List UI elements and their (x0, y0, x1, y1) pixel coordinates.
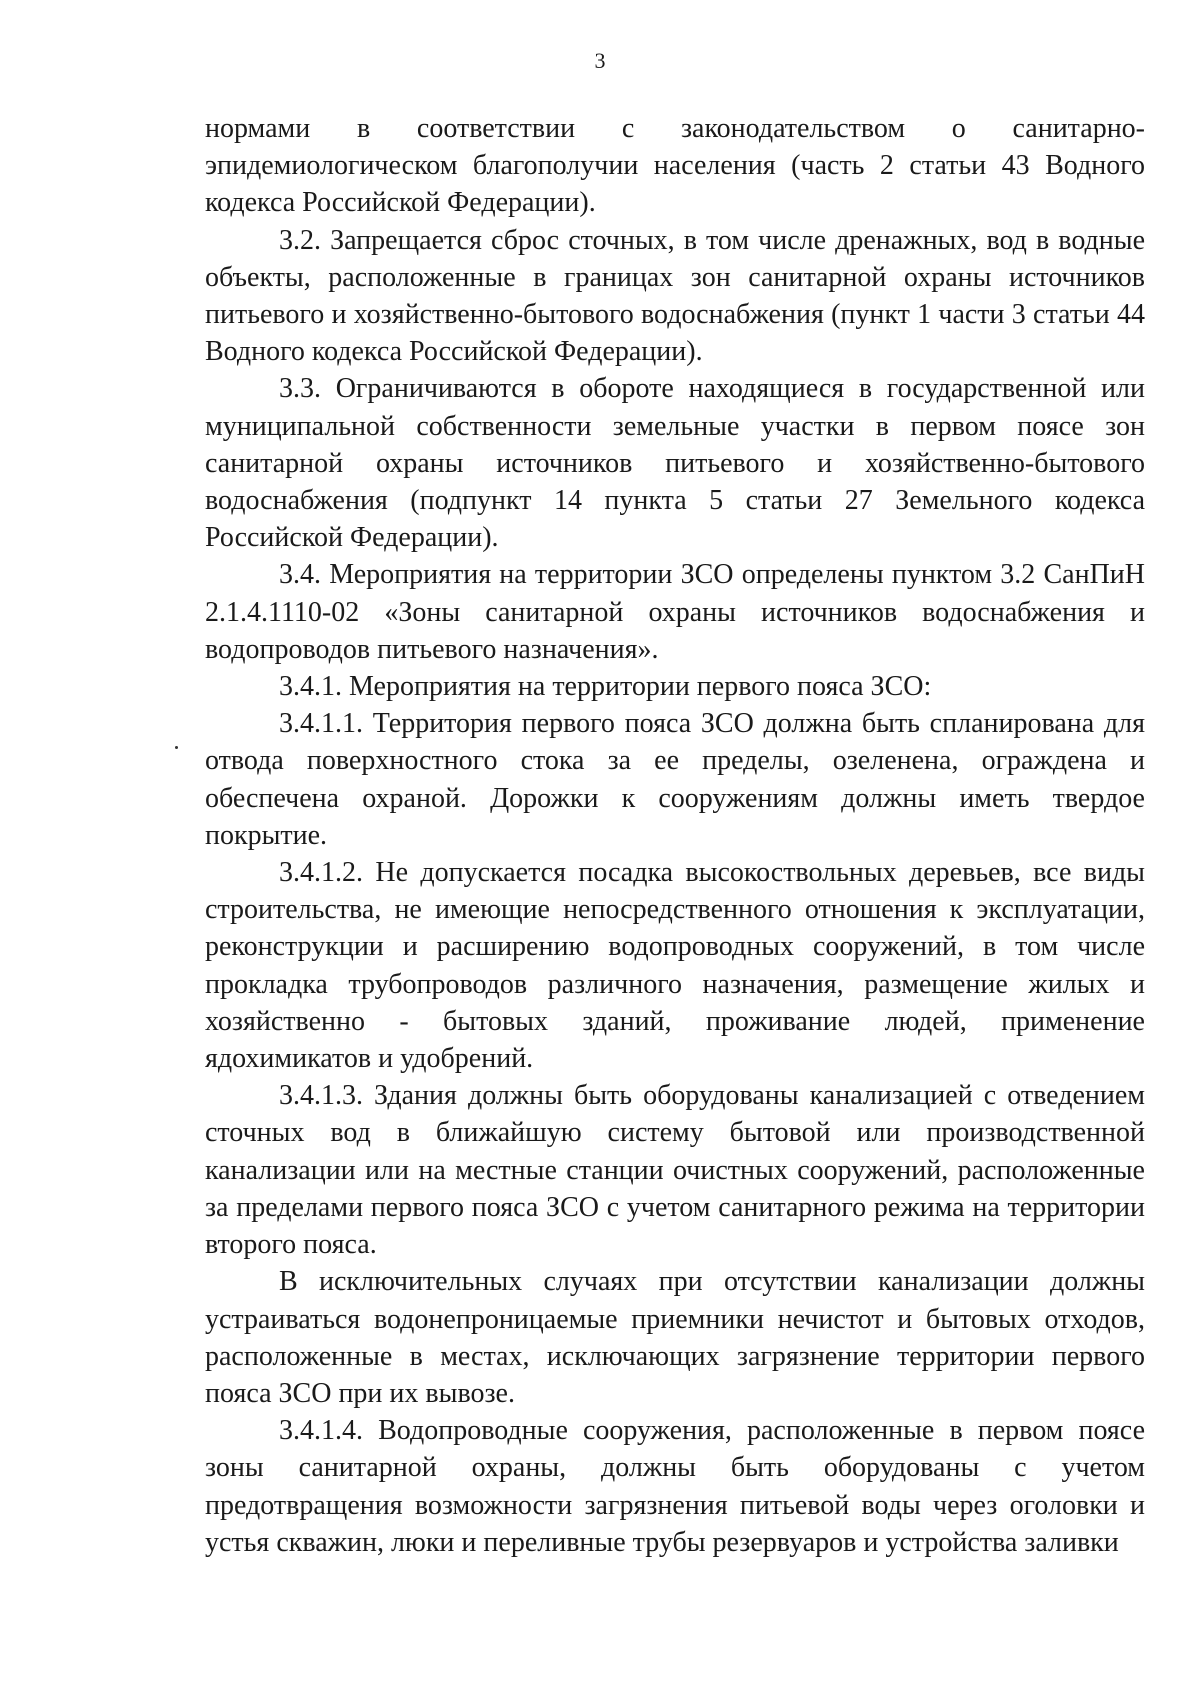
paragraph-3-3: 3.3. Ограничиваются в обороте находящиеся в государственной или муниципальной собственности земельные участки в первом поясе зон санитарной охраны источников питьевого и хозяйственно-бытового водоснабжения (подпункт 14 пункта 5 статьи 27 Земельного кодекса Российской Федерации). (205, 373, 1145, 554)
scan-speck (175, 746, 178, 749)
paragraph-3-4-1-3: 3.4.1.3. Здания должны быть оборудованы канализацией с отведением сточных вод в ближайшую систему бытовой или производственной канализации или на местные станции очистных сооружений, расположенные за пределами первого пояса ЗСО с учетом санитарного режима на территории второго пояса. (205, 1080, 1145, 1261)
paragraph-3-4-1-2: 3.4.1.2. Не допускается посадка высокоствольных деревьев, все виды строительства, не имеющие непосредственного отношения к эксплуатации, реконструкции и расширению водопроводных сооружений, в том числе прокладка трубопроводов различного назначения, размещение жилых и хозяйственно - бытовых зданий, проживание людей, применение ядохимикатов и удобрений. (205, 857, 1145, 1075)
page-number: 3 (594, 48, 606, 73)
paragraph-3-4-1-1: 3.4.1.1. Территория первого пояса ЗСО должна быть спланирована для отвода поверхностного стока за ее пределы, озеленена, ограждена и обеспечена охраной. Дорожки к сооружениям должны иметь твердое покрытие. (205, 708, 1145, 851)
paragraph-3-4-1-4: 3.4.1.4. Водопроводные сооружения, расположенные в первом поясе зоны санитарной охраны, должны быть оборудованы с учетом предотвращения возможности загрязнения питьевой воды через оголовки и устья скважин, люки и переливные трубы резервуаров и устройства заливки (205, 1415, 1145, 1558)
paragraph-3-2: 3.2. Запрещается сброс сточных, в том числе дренажных, вод в водные объекты, расположенные в границах зон санитарной охраны источников питьевого и хозяйственно-бытового водоснабжения (пункт 1 части 3 статьи 44 Водного кодекса Российской Федерации). (205, 224, 1145, 368)
paragraph-3-4: 3.4. Мероприятия на территории ЗСО определены пунктом 3.2 СанПиН 2.1.4.1110-02 «Зоны санитарной охраны источников водоснабжения и водопроводов питьевого назначения». (205, 559, 1145, 665)
paragraph-exceptional-cases: В исключительных случаях при отсутствии канализации должны устраиваться водонепроницаемые приемники нечистот и бытовых отходов, расположенные в местах, исключающих загрязнение территории первого пояса ЗСО при их вывозе. (205, 1266, 1145, 1409)
paragraph-continuation: нормами в соответствии с законодательством о санитарно-эпидемиологическом благополучии населения (часть 2 статьи 43 Водного кодекса Российской Федерации). (205, 113, 1145, 219)
paragraph-3-4-1: 3.4.1. Мероприятия на территории первого пояса ЗСО: (279, 671, 932, 703)
document-body (205, 110, 1145, 1561)
